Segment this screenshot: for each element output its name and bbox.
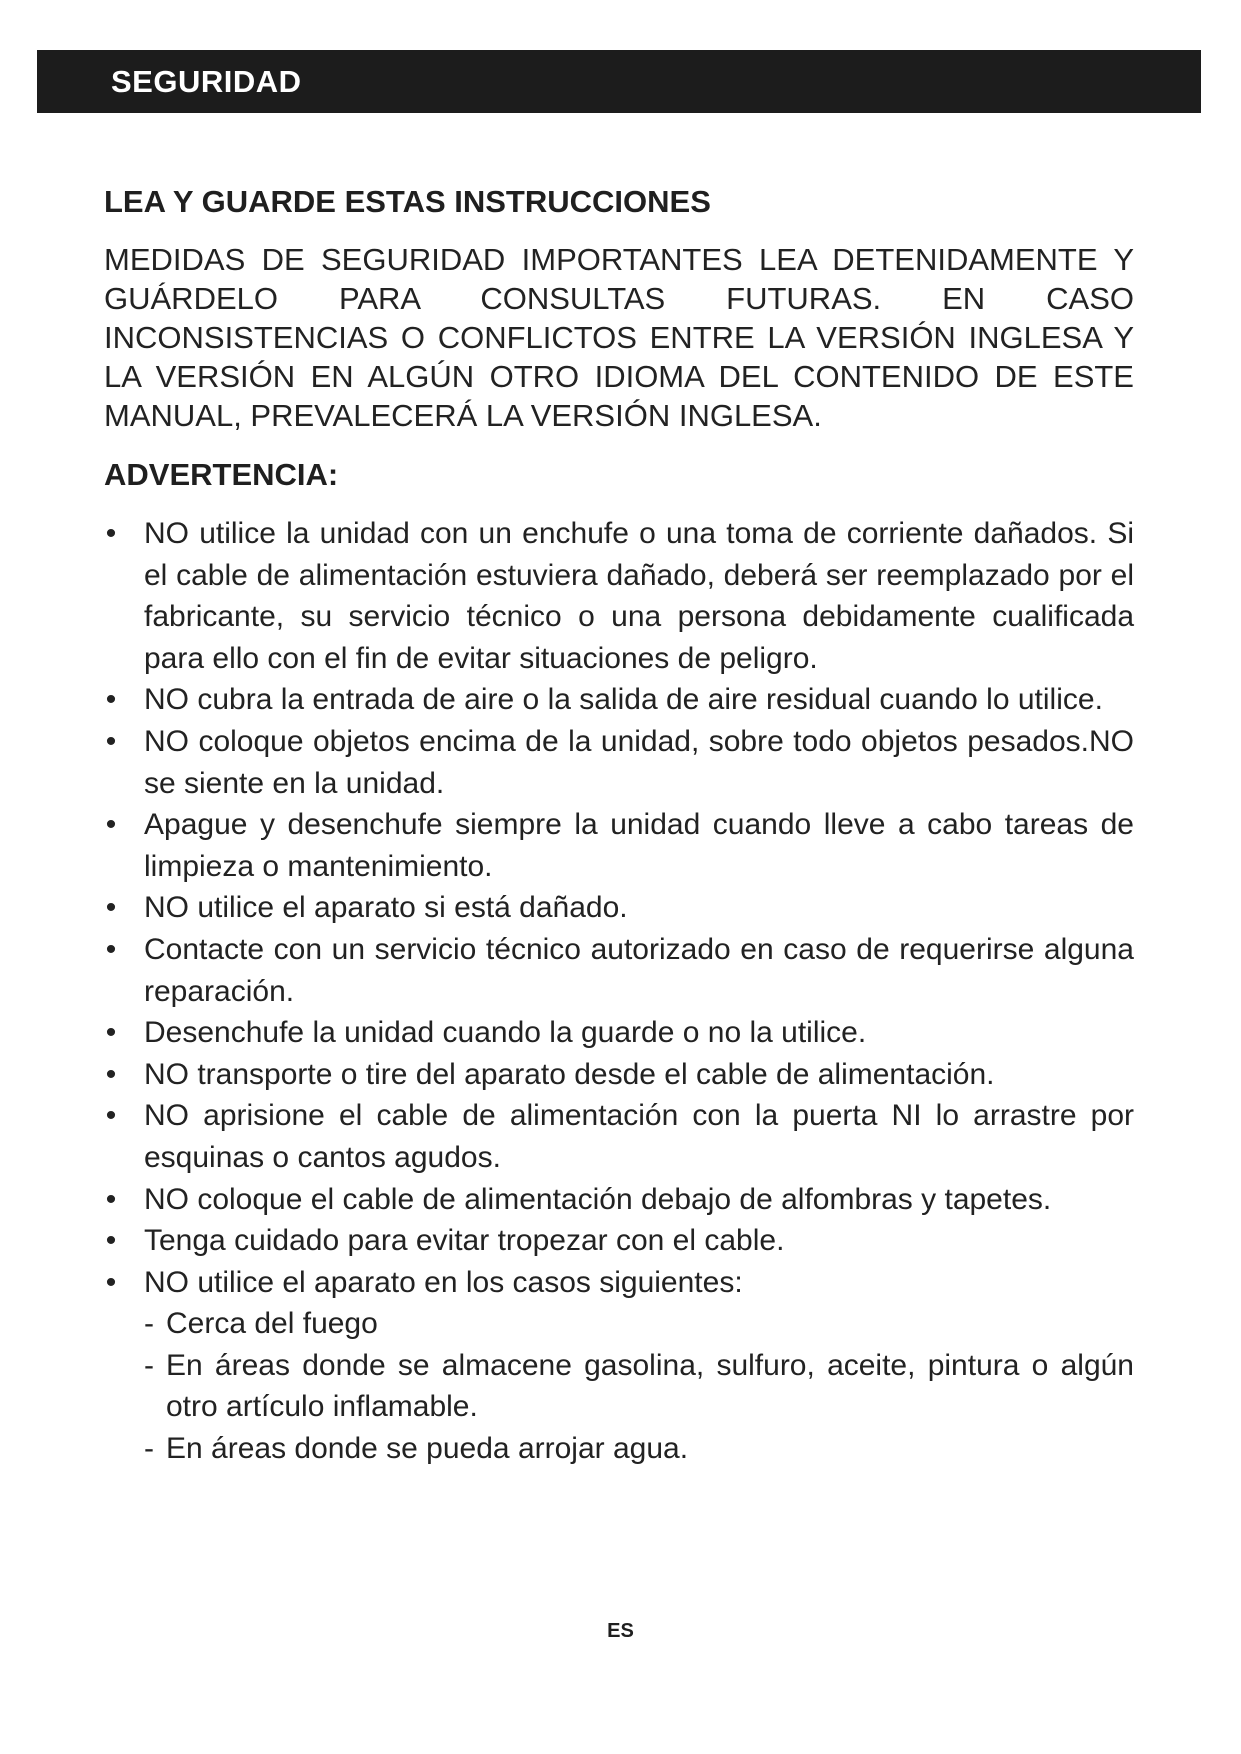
warning-item: [96, 887, 1134, 929]
warning-item: [96, 679, 1134, 721]
warning-subitem-text: En áreas donde se almacene gasolina, sulfuro, aceite, pintura o algún otro artículo inflamable.: [166, 1348, 1134, 1424]
warning-item-text: NO aprisione el cable de alimentación con la puerta NI lo arrastre por esquinas o cantos agudos.: [144, 1099, 1134, 1174]
intro-paragraph: MEDIDAS DE SEGURIDAD IMPORTANTES LEA DETENIDAMENTE Y GUÁRDELO PARA CONSULTAS FUTURAS. EN CASO INCONSISTENCIAS O CONFLICTOS ENTRE LA VERSIÓN INGLESA Y LA VERSIÓN EN ALGÚN OTRO IDIOMA DEL CONTENIDO DE ESTE MANUAL, PREVALECERÁ LA VERSIÓN INGLESA.: [104, 242, 1134, 433]
warning-item-text: Tenga cuidado para evitar tropezar con el cable.: [144, 1224, 785, 1258]
dash-icon: -: [144, 1432, 154, 1466]
warning-item: [96, 513, 1134, 679]
warning-list: [96, 513, 1134, 1470]
warning-item: [96, 721, 1134, 804]
bullet-icon: •: [105, 1057, 117, 1091]
bullet-icon: •: [105, 891, 117, 925]
warning-subitem-list: [144, 1303, 1134, 1469]
warning-heading: ADVERTENCIA:: [104, 457, 339, 492]
warning-item: [96, 1095, 1134, 1178]
section-header-bar: [37, 50, 1201, 113]
instructions-heading: LEA Y GUARDE ESTAS INSTRUCCIONES: [104, 184, 711, 219]
warning-subitem-text: Cerca del fuego: [166, 1307, 378, 1341]
bullet-icon: •: [105, 683, 117, 717]
warning-subitem: [144, 1428, 1134, 1470]
warning-item-text: NO coloque el cable de alimentación debajo de alfombras y tapetes.: [144, 1182, 1052, 1216]
warning-item-text: Apague y desenchufe siempre la unidad cuando lleve a cabo tareas de limpieza o mantenimiento.: [144, 808, 1134, 883]
bullet-icon: •: [105, 1099, 117, 1133]
warning-item-text: NO cubra la entrada de aire o la salida de aire residual cuando lo utilice.: [144, 683, 1103, 717]
warning-subitem: [144, 1345, 1134, 1428]
warning-item: [96, 1054, 1134, 1096]
bullet-icon: •: [105, 1224, 117, 1258]
bullet-icon: •: [105, 724, 117, 758]
dash-icon: -: [144, 1307, 154, 1341]
warning-item-text: Contacte con un servicio técnico autorizado en caso de requerirse alguna reparación.: [144, 932, 1134, 1008]
warning-item-text: NO transporte o tire del aparato desde el cable de alimentación.: [144, 1057, 995, 1091]
warning-item: [96, 1220, 1134, 1262]
warning-item: [96, 929, 1134, 1012]
warning-item-text: NO utilice el aparato si está dañado.: [144, 891, 628, 925]
language-page-label: ES: [607, 1620, 634, 1642]
warning-item-text: Desenchufe la unidad cuando la guarde o no la utilice.: [144, 1016, 867, 1050]
dash-icon: -: [144, 1348, 154, 1382]
warning-subitem-text: En áreas donde se pueda arrojar agua.: [166, 1432, 689, 1466]
bullet-icon: •: [105, 517, 117, 550]
warning-item-text: NO coloque objetos encima de la unidad, sobre todo objetos pesados.NO se siente en la unidad.: [144, 724, 1134, 800]
warning-item-text: NO utilice el aparato en los casos siguientes:: [144, 1265, 743, 1299]
bullet-icon: •: [105, 1182, 117, 1216]
warning-item: [96, 804, 1134, 887]
bullet-icon: •: [105, 1016, 117, 1050]
warning-subitem: [144, 1303, 1134, 1345]
bullet-icon: •: [105, 808, 117, 842]
bullet-icon: •: [105, 932, 117, 966]
bullet-icon: •: [105, 1265, 117, 1299]
section-title: SEGURIDAD: [111, 64, 302, 99]
warning-item-text: NO utilice la unidad con un enchufe o una toma de corriente dañados. Si el cable de alimentación estuviera dañado, deberá ser reemplazado por el fabricante, su servicio técnico o una persona debidamente cualificada para ello con el fin de evitar situaciones de peligro.: [144, 517, 1134, 675]
warning-item: [96, 1179, 1134, 1221]
document-body: [104, 182, 1134, 1470]
warning-item: [96, 1012, 1134, 1054]
warning-item: [96, 1262, 1134, 1470]
